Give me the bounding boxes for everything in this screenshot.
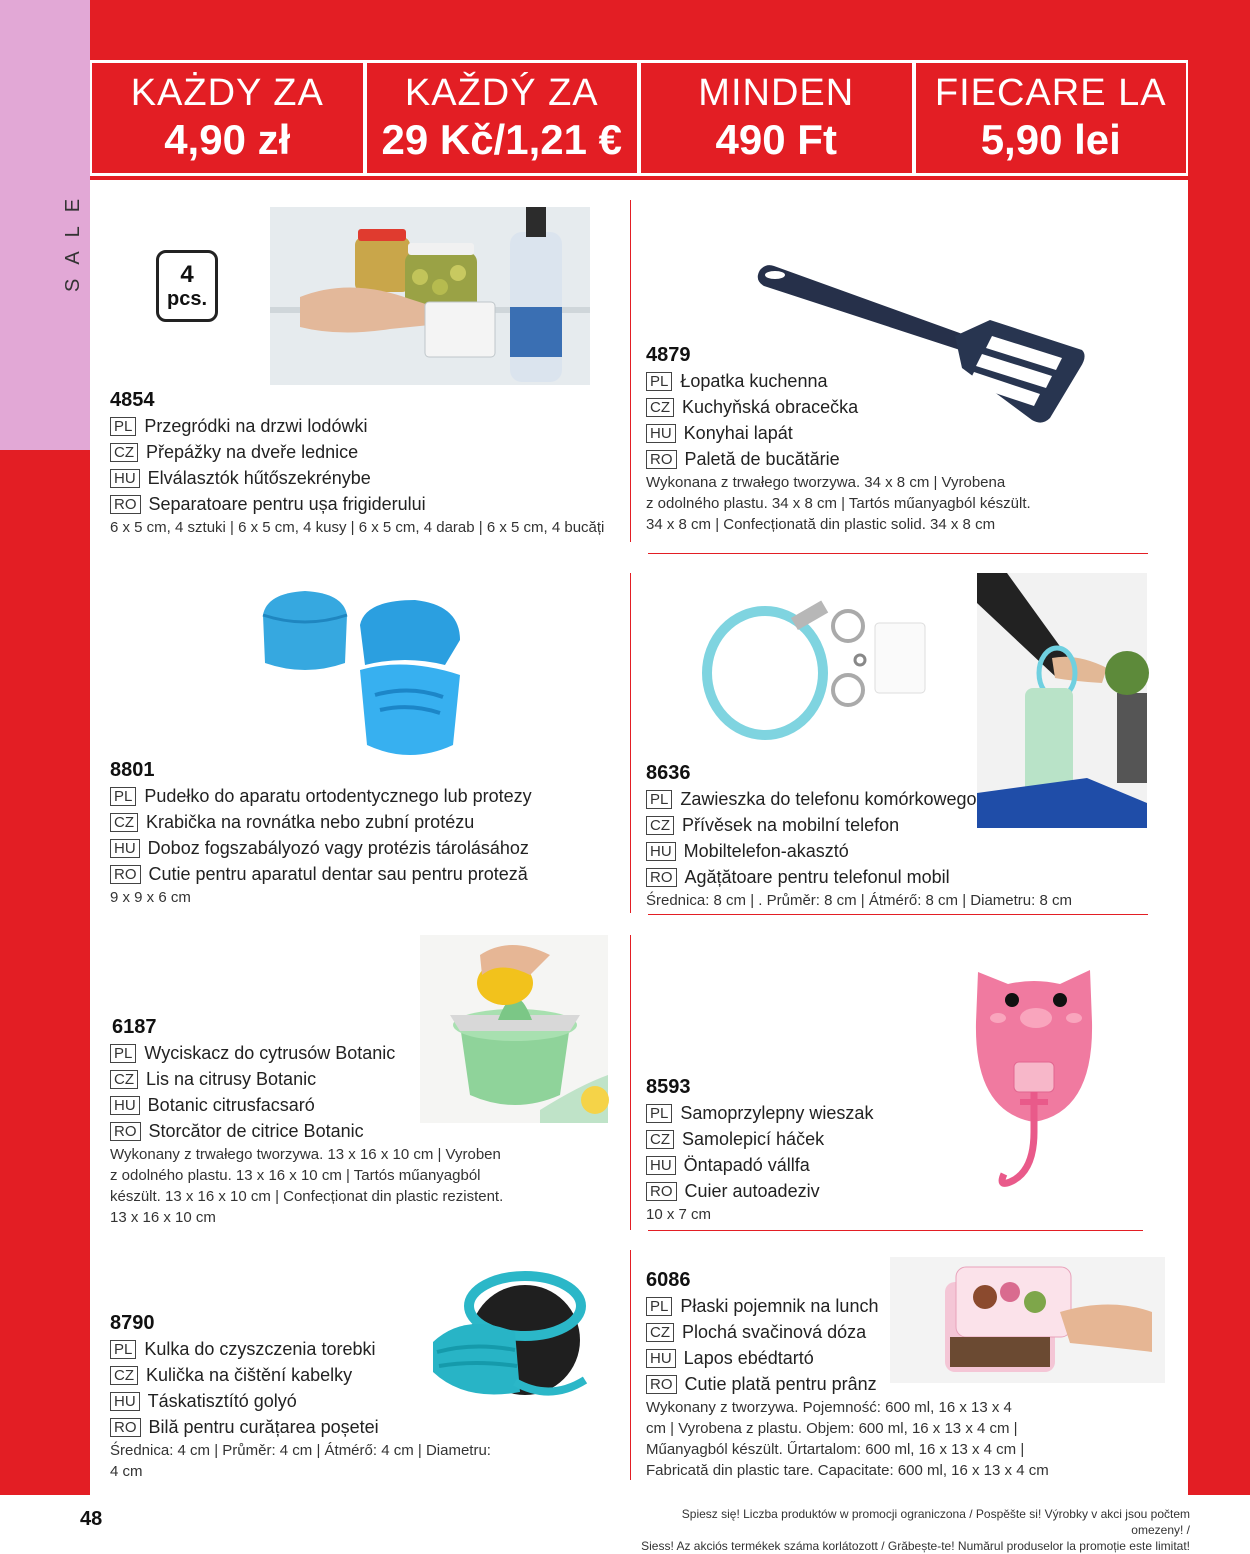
sale-vertical-label: SALE xyxy=(62,184,84,292)
lang-tag-cz: CZ xyxy=(110,1070,138,1089)
product-name-hu: Mobiltelefon-akasztó xyxy=(683,841,849,861)
product-description: 10 x 7 cm xyxy=(646,1206,712,1223)
quantity-badge xyxy=(156,250,218,322)
lang-tag-ro: RO xyxy=(646,1375,677,1394)
footer-line: Siess! Az akciós termékek száma korlátozott / Grăbește-te! Numărul produselor la promoție este limitat! xyxy=(641,1539,1190,1553)
lang-tag-hu: HU xyxy=(110,839,140,858)
product-name-ro: Cuier autoadeziv xyxy=(684,1181,820,1201)
lang-tag-pl: PL xyxy=(110,787,136,806)
product-name-pl: Wyciskacz do cytrusów Botanic xyxy=(144,1043,396,1063)
price-label: FIECARE LA xyxy=(934,72,1167,114)
price-amount: 4,90 zł xyxy=(164,116,291,163)
price-amount: 29 Kč/1,21 € xyxy=(381,116,622,163)
product-description: 34 x 8 cm | Confecționată din plastic solid. 34 x 8 cm xyxy=(646,516,996,533)
price-header xyxy=(90,60,1188,176)
product-description: Średnica: 4 cm | Průměr: 4 cm | Átmérő: 4 cm | Diametru: xyxy=(110,1442,491,1459)
column-divider xyxy=(630,573,631,913)
product-8636 xyxy=(646,760,1072,911)
product-description: Średnica: 8 cm | . Průměr: 8 cm | Átmérő: 8 cm | Diametru: 8 cm xyxy=(646,892,1072,909)
product-code: 4854 xyxy=(110,389,155,411)
product-description: 6 x 5 cm, 4 sztuki | 6 x 5 cm, 4 kusy | 6 x 5 cm, 4 darab | 6 x 5 cm, 4 bucăți xyxy=(110,519,605,536)
badge-unit: pcs. xyxy=(166,288,208,310)
lang-tag-cz: CZ xyxy=(110,813,138,832)
product-name-pl: Kulka do czyszczenia torebki xyxy=(144,1339,376,1359)
product-name-ro: Cutie plată pentru prânz xyxy=(684,1374,877,1394)
column-divider xyxy=(630,935,631,1230)
lang-tag-ro: RO xyxy=(110,1122,141,1141)
price-box-pl xyxy=(90,60,365,176)
lang-tag-hu: HU xyxy=(110,469,140,488)
lang-tag-cz: CZ xyxy=(110,443,138,462)
product-code: 4879 xyxy=(646,344,691,366)
price-amount: 490 Ft xyxy=(715,116,837,163)
product-description: 13 x 16 x 10 cm xyxy=(110,1209,216,1226)
product-code: 8790 xyxy=(110,1312,155,1334)
row-divider xyxy=(648,914,1148,915)
lang-tag-cz: CZ xyxy=(646,1130,674,1149)
lang-tag-pl: PL xyxy=(646,1297,672,1316)
price-amount: 5,90 lei xyxy=(980,116,1121,163)
lang-tag-pl: PL xyxy=(646,372,672,391)
lang-tag-ro: RO xyxy=(110,865,141,884)
lang-tag-cz: CZ xyxy=(646,816,674,835)
column-divider xyxy=(630,1250,631,1480)
product-name-pl: Przegródki na drzwi lodówki xyxy=(144,416,368,436)
row-divider xyxy=(648,1230,1143,1231)
product-description: 4 cm xyxy=(110,1463,143,1480)
lang-tag-hu: HU xyxy=(110,1392,140,1411)
lang-tag-hu: HU xyxy=(646,424,676,443)
product-name-ro: Paletă de bucătărie xyxy=(684,449,840,469)
price-box-cz xyxy=(365,60,640,176)
lang-tag-hu: HU xyxy=(646,1156,676,1175)
product-description: Wykonana z trwałego tworzywa. 34 x 8 cm | Vyrobena xyxy=(646,474,1006,491)
product-name-hu: Botanic citrusfacsaró xyxy=(147,1095,315,1115)
lang-tag-ro: RO xyxy=(110,1418,141,1437)
price-label: KAŽDÝ ZA xyxy=(404,72,599,114)
product-description: 9 x 9 x 6 cm xyxy=(110,889,191,906)
page-number: 48 xyxy=(80,1508,103,1530)
product-name-cz: Samolepicí háček xyxy=(682,1129,825,1149)
footer-line: Spiesz się! Liczba produktów w promocji ograniczona / Pospěšte si! Výrobky v akci jsou počtem omezeny! / xyxy=(681,1507,1190,1537)
fridge-divider-photo xyxy=(270,207,590,385)
product-8801 xyxy=(110,757,532,908)
lang-tag-cz: CZ xyxy=(646,1323,674,1342)
product-name-pl: Płaski pojemnik na lunch xyxy=(680,1296,879,1316)
product-code: 8593 xyxy=(646,1076,691,1098)
badge-count: 4 xyxy=(180,261,194,288)
lang-tag-ro: RO xyxy=(646,868,677,887)
product-name-cz: Přepážky na dveře lednice xyxy=(146,442,359,462)
product-code: 8636 xyxy=(646,762,691,784)
product-name-cz: Plochá svačinová dóza xyxy=(682,1322,867,1342)
product-4854 xyxy=(110,387,604,538)
lang-tag-pl: PL xyxy=(110,1340,136,1359)
lang-tag-pl: PL xyxy=(110,1044,136,1063)
product-description: Wykonany z trwałego tworzywa. 13 x 16 x 10 cm | Vyroben xyxy=(110,1146,501,1163)
phone-strap-photo xyxy=(700,598,930,743)
product-6086 xyxy=(646,1267,1049,1481)
product-name-hu: Táskatisztító golyó xyxy=(147,1391,297,1411)
lang-tag-pl: PL xyxy=(110,417,136,436)
product-name-ro: Separatoare pentru ușa frigiderului xyxy=(148,494,426,514)
lang-tag-hu: HU xyxy=(646,1349,676,1368)
lang-tag-ro: RO xyxy=(646,450,677,469)
product-name-cz: Kuchyňská obracečka xyxy=(682,397,859,417)
product-code: 6086 xyxy=(646,1269,691,1291)
product-name-cz: Krabička na rovnátka nebo zubní protézu xyxy=(146,812,475,832)
product-name-pl: Samoprzylepny wieszak xyxy=(680,1103,874,1123)
product-description: Wykonany z tworzywa. Pojemność: 600 ml, 16 x 13 x 4 xyxy=(646,1399,1012,1416)
lang-tag-ro: RO xyxy=(110,495,141,514)
price-box-hu xyxy=(639,60,914,176)
product-8593 xyxy=(646,1074,873,1225)
product-name-hu: Öntapadó vállfa xyxy=(683,1155,810,1175)
row-divider xyxy=(648,553,1148,554)
product-name-ro: Storcător de citrice Botanic xyxy=(148,1121,364,1141)
product-6187 xyxy=(110,1014,503,1228)
product-name-hu: Lapos ebédtartó xyxy=(683,1348,814,1368)
product-name-cz: Přívěsek na mobilní telefon xyxy=(682,815,900,835)
price-label: KAŻDY ZA xyxy=(130,72,324,114)
product-name-ro: Bilă pentru curățarea poșetei xyxy=(148,1417,379,1437)
product-name-hu: Doboz fogszabályozó vagy protézis tárolásához xyxy=(147,838,529,858)
product-name-pl: Łopatka kuchenna xyxy=(680,371,828,391)
product-description: Fabricată din plastic tare. Capacitate: 600 ml, 16 x 13 x 4 cm xyxy=(646,1462,1049,1479)
lang-tag-pl: PL xyxy=(646,1104,672,1123)
product-4879 xyxy=(646,342,1031,535)
left-red-band xyxy=(0,450,90,1495)
denture-box-photo xyxy=(255,585,475,765)
pig-hanger-photo xyxy=(970,962,1098,1192)
product-code: 8801 xyxy=(110,759,155,781)
product-name-cz: Lis na citrusy Botanic xyxy=(146,1069,317,1089)
product-name-pl: Zawieszka do telefonu komórkowego xyxy=(680,789,977,809)
product-name-ro: Cutie pentru aparatul dentar sau pentru proteză xyxy=(148,864,528,884)
lang-tag-cz: CZ xyxy=(646,398,674,417)
product-name-hu: Konyhai lapát xyxy=(683,423,793,443)
lang-tag-pl: PL xyxy=(646,790,672,809)
footer-disclaimer xyxy=(630,1506,1190,1554)
product-description: készült. 13 x 16 x 10 cm | Confecționat din plastic rezistent. xyxy=(110,1188,504,1205)
product-description: cm | Vyrobena z plastu. Objem: 600 ml, 16 x 13 x 4 cm | xyxy=(646,1420,1018,1437)
product-description: z odolného plastu. 13 x 16 x 10 cm | Tartós műanyagból xyxy=(110,1167,481,1184)
product-description: z odolného plastu. 34 x 8 cm | Tartós műanyagból készült. xyxy=(646,495,1031,512)
product-name-hu: Elválasztók hűtőszekrénybe xyxy=(147,468,371,488)
product-description: Műanyagból készült. Űrtartalom: 600 ml, 16 x 13 x 4 cm | xyxy=(646,1441,1025,1458)
lang-tag-hu: HU xyxy=(646,842,676,861)
price-label: MINDEN xyxy=(698,72,855,114)
product-code: 6187 xyxy=(112,1016,157,1038)
lang-tag-hu: HU xyxy=(110,1096,140,1115)
product-name-ro: Agățătoare pentru telefonul mobil xyxy=(684,867,950,887)
column-divider xyxy=(630,200,631,542)
product-name-pl: Pudełko do aparatu ortodentycznego lub protezy xyxy=(144,786,532,806)
lang-tag-cz: CZ xyxy=(110,1366,138,1385)
product-8790 xyxy=(110,1310,491,1482)
price-box-ro xyxy=(914,60,1189,176)
right-red-band xyxy=(1188,0,1250,1495)
product-name-cz: Kulička na čištění kabelky xyxy=(146,1365,353,1385)
lang-tag-ro: RO xyxy=(646,1182,677,1201)
